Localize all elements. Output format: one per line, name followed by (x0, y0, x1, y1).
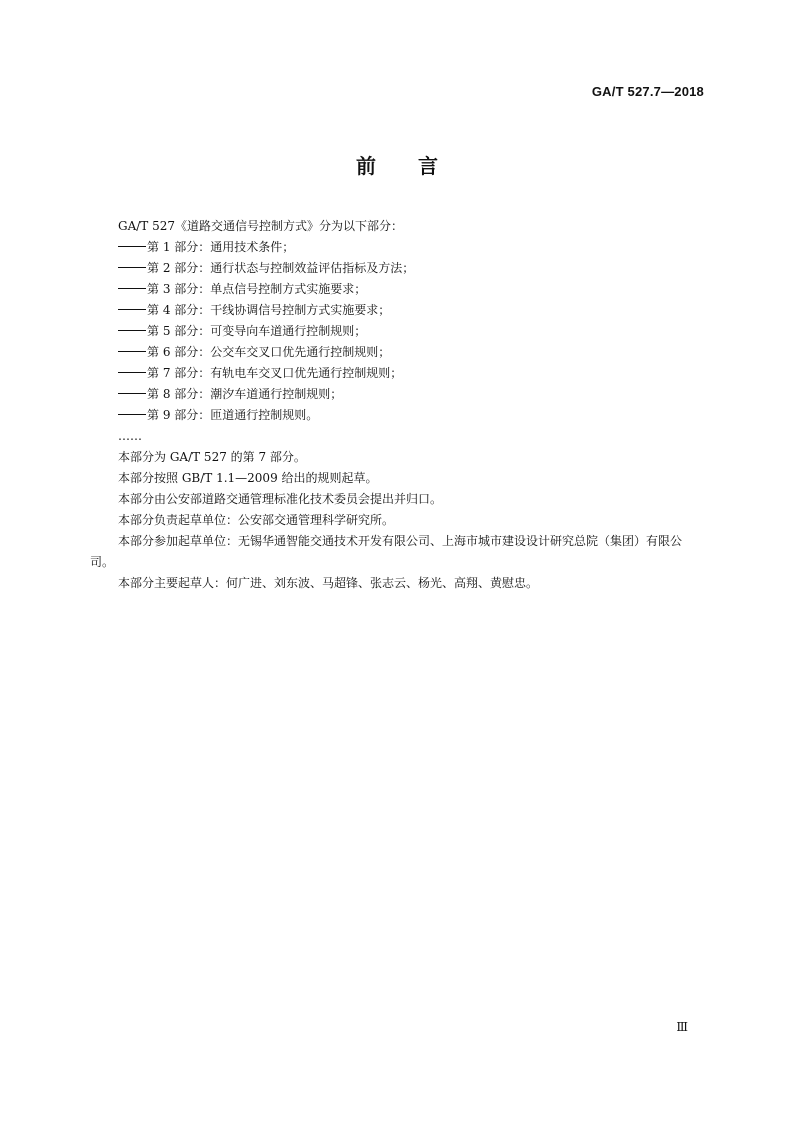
part-label: 第 4 部分：干线协调信号控制方式实施要求； (147, 303, 391, 317)
list-item (90, 321, 704, 342)
list-item (90, 384, 704, 405)
proposed-by-paragraph: 本部分由公安部道路交通管理标准化技术委员会提出并归口。 (118, 492, 443, 506)
page-title: 前言 (356, 154, 480, 178)
participating-units-paragraph: 本部分参加起草单位：无锡华通智能交通技术开发有限公司、上海市城市建设设计研究总院（集团）有限公司。 (90, 534, 683, 569)
dash-mark (118, 267, 146, 268)
dash-mark (118, 246, 146, 247)
list-item (90, 342, 704, 363)
part-label: 第 8 部分：潮汐车道通行控制规则； (147, 387, 343, 401)
dash-mark (118, 372, 146, 373)
responsible-unit-paragraph: 本部分负责起草单位：公安部交通管理科学研究所。 (118, 513, 395, 527)
part-label: 第 7 部分：有轨电车交叉口优先通行控制规则； (147, 366, 403, 380)
part-label: 第 2 部分：通行状态与控制效益评估指标及方法； (147, 261, 415, 275)
list-item (90, 279, 704, 300)
part-label: 第 9 部分：匝道通行控制规则。 (147, 408, 319, 422)
main-drafters-paragraph: 本部分主要起草人：何广进、刘东波、马超锋、张志云、杨光、高翔、黄慰忠。 (118, 576, 539, 590)
dash-mark (118, 288, 146, 289)
intro-paragraph: GA/T 527《道路交通信号控制方式》分为以下部分： (118, 219, 404, 233)
dash-mark (118, 393, 146, 394)
part-label: 第 5 部分：可变导向车道通行控制规则； (147, 324, 367, 338)
preface-body (90, 216, 704, 594)
list-item (90, 237, 704, 258)
dash-mark (118, 309, 146, 310)
page-number: Ⅲ (676, 1020, 688, 1034)
list-item (90, 300, 704, 321)
parts-list (90, 237, 704, 426)
part-label: 第 1 部分：通用技术条件； (147, 240, 295, 254)
dash-mark (118, 414, 146, 415)
dash-mark (118, 351, 146, 352)
list-item (90, 258, 704, 279)
dash-mark (118, 330, 146, 331)
list-item (90, 405, 704, 426)
list-item (90, 363, 704, 384)
document-number: GA/T 527.7—2018 (591, 84, 704, 99)
drafting-rules-paragraph: 本部分按照 GB/T 1.1—2009 给出的规则起草。 (118, 471, 378, 485)
part-label: 第 3 部分：单点信号控制方式实施要求； (147, 282, 367, 296)
part-label: 第 6 部分：公交车交叉口优先通行控制规则； (147, 345, 391, 359)
ellipsis-line: …… (118, 429, 142, 443)
part-of-paragraph: 本部分为 GA/T 527 的第 7 部分。 (118, 450, 306, 464)
